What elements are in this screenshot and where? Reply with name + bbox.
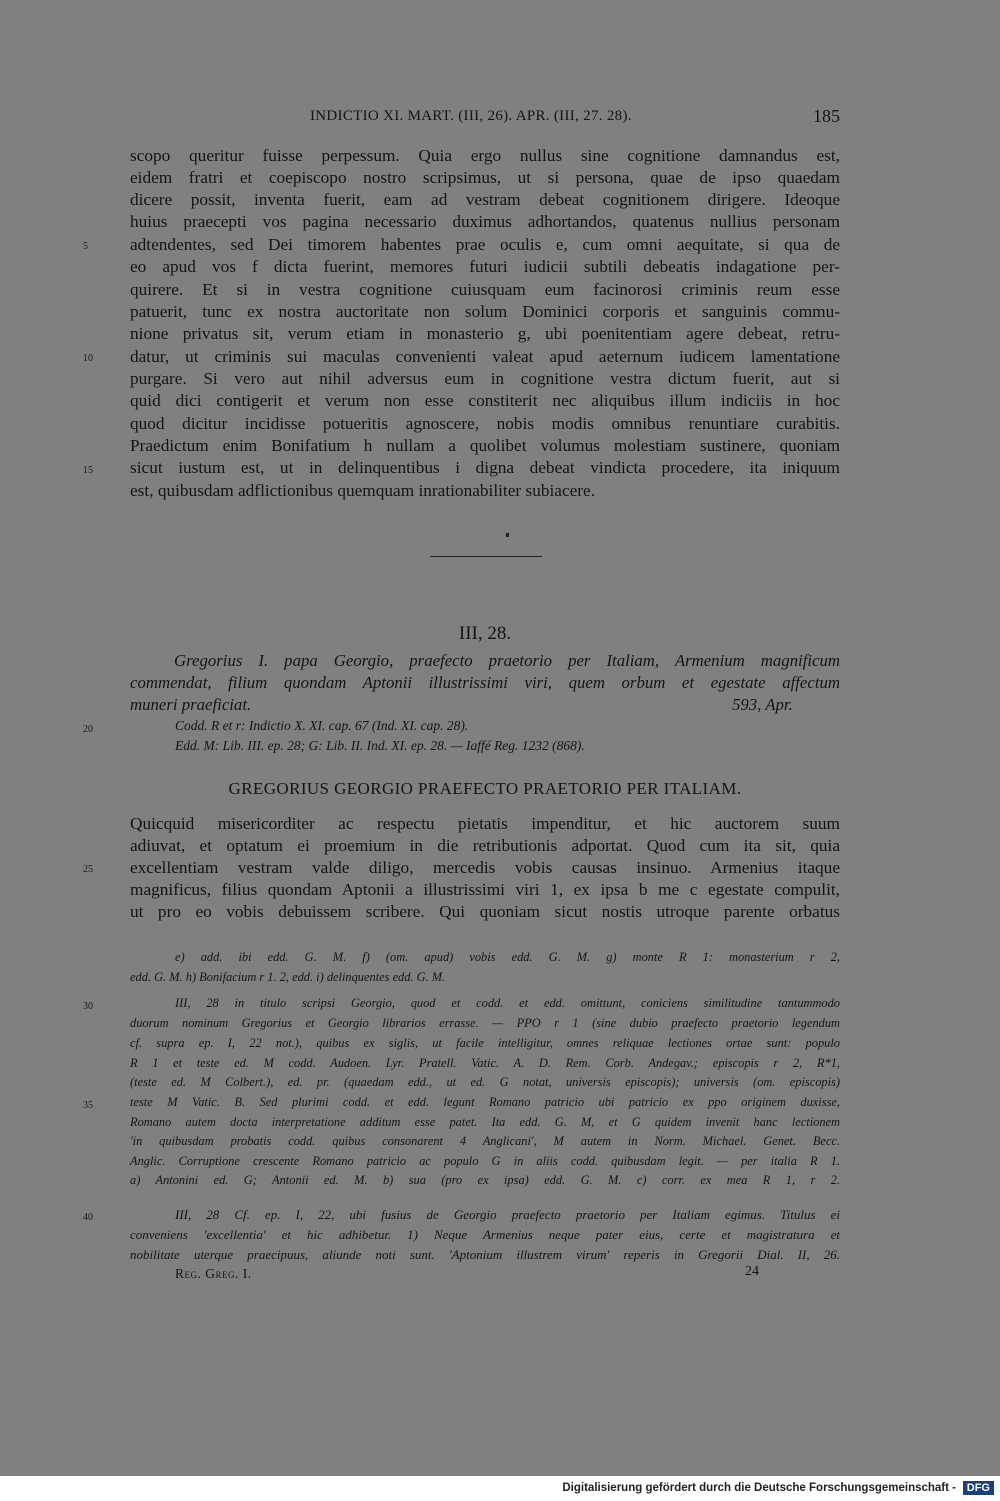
text-line: eo apud vos f dicta fuerint, memores futuri iudicii subtili debeatis indagatione per- [130,257,840,276]
apparatus-line: e) add. ibi edd. G. M. f) (om. apud) vobis edd. G. M. g) monte R 1: monasterium r 2, [175,950,840,964]
text-line: huius praecepti vos pagina necessario duximus adhortandos, quatenus nullius personam [130,212,840,231]
line-number: 5 [83,241,88,252]
section-divider [430,556,542,557]
divider-dot [506,533,509,537]
letter-address: GREGORIUS GEORGIO PRAEFECTO PRAETORIO PER ITALIAM. [228,779,742,798]
summary-line: commendat, filium quondam Aptonii illustrissimi viri, quem orbum et egestate affectum [130,673,840,692]
letter-date: 593, Apr. [732,695,793,714]
apparatus-line: R 1 et teste ed. M codd. Audoen. Lyr. Pratell. Vatic. A. D. Rem. Corb. Andegav.; episcopis r 2, R*1, [130,1056,840,1070]
signature-left: Reg. Greg. I. [175,1266,252,1281]
codd-note: Codd. R et r: Indictio X. XI. cap. 67 (Ind. XI. cap. 28). [175,718,469,733]
line-number: 25 [83,864,93,875]
note-line: III, 28 Cf. ep. I, 22, ubi fusius de Georgio praefecto praetorio per Italiam egimus. Titulus ei [175,1207,840,1222]
text-line: excellentiam vestram valde diligo, mercedis vobis causas insinuo. Armenius itaque [130,858,840,877]
text-line: quid dici contigerit et verum non esse constiterit nec aliquibus illum indiciis in hoc [130,391,840,410]
text-line: scopo queritur fuisse perpessum. Quia ergo nullus sine cognitione damnandus est, [130,146,840,165]
note-line: nobilitate uterque praecipuus, aliunde noti sunt. 'Aptonium illustrem virum' reperis in Gregorii Dial. II, 26. [130,1247,840,1262]
running-header [130,108,840,130]
apparatus-line: 'in quibusdam probatis codd. quibus consonarent 4 Anglicani', M autem in Norm. Michael. Genet. Becc. [130,1134,840,1148]
apparatus-line: teste M Vatic. B. Sed plurimi codd. et edd. legunt Romano patricio ubi patricio ex ppo originem duxisse, [130,1095,840,1109]
text-line: Quicquid misericorditer ac respectu pietatis impenditur, et hic auctorem suum [130,814,840,833]
summary-line: Gregorius I. papa Georgio, praefecto praetorio per Italiam, Armenium magnificum [174,651,840,670]
line-number: 15 [83,465,93,476]
apparatus-line: III, 28 in titulo scripsi Georgio, quod et codd. et edd. omittunt, coniciens similitudine tantummodo [175,996,840,1010]
line-number: 10 [83,353,93,364]
apparatus-line: edd. G. M. h) Bonifacium r 1. 2, edd. i) delinquentes edd. G. M. [130,970,446,984]
text-line: eidem fratri et coepiscopo nostro scripsimus, ut si persona, quae de ipso quaedam [130,168,840,187]
line-number: 30 [83,1001,93,1012]
text-line: patuerit, tunc ex nostra auctoritate non solum Dominici corporis et sanguinis commu- [130,302,840,321]
apparatus-line: Romano autem docta interpretatione additum esse patet. Ita edd. G. M, et G quidem invenit hanc lectionem [130,1115,840,1129]
text-line: est, quibusdam adflictionibus quemquam inrationabiliter subiacere. [130,481,596,500]
apparatus-line: duorum nominum Gregorius et Georgio librarios errasse. — PPO r 1 (sine dubio praefecto praetorio legendum [130,1016,840,1030]
line-number: 20 [83,724,93,735]
line-number: 40 [83,1212,93,1223]
text-line: purgare. Si vero aut nihil adversus eum in cognitione vestra dictum fuerit, aut si [130,369,840,388]
running-title: INDICTIO XI. MART. (III, 26). APR. (III, 27. 28). [310,108,632,124]
text-line: quirere. Et si in vestra cognitione cuiusquam eum facinorosi criminis reum esse [130,280,840,299]
text-line: datur, ut criminis sui maculas convenienti valeat apud aeternum iudicem lamentatione [130,347,840,366]
line-number: 35 [83,1100,93,1111]
summary-line: muneri praeficiat. [130,695,252,714]
text-line: nione privatus sit, verum etiam in monasterio g, ubi poenitentiam agere debeat, retru- [130,324,840,343]
text-line: quod dicitur incidisse potueritis agnoscere, nobis modis omnibus renuntiare curabitis. [130,414,840,433]
edd-note: Edd. M: Lib. III. ep. 28; G: Lib. II. Ind. XI. ep. 28. — Iaffé Reg. 1232 (868). [175,738,585,753]
text-line: adtendentes, sed Dei timorem habentes prae oculis e, cum omni aequitate, si qua de [130,235,840,254]
page-number: 185 [813,106,840,126]
text-line: ut pro eo vobis debuissem scribere. Qui quoniam sicut nostis utroque parente orbatus [130,902,840,921]
apparatus-line: (teste ed. M Colbert.), ed. pr. (quaedam edd., ut ed. G notat, universis episcopis); universis (om. episcopis) [130,1075,840,1089]
text-line: Praedictum enim Bonifatium h nullam a quolibet volumus molestiam sustinere, quoniam [130,436,840,455]
letter-number: III, 28. [458,623,512,644]
text-line: dicere possit, inventa fuerit, eam ad vestram debeat cognitionem dirigere. Ideoque [130,190,840,209]
text-line: sicut iustum est, ut in delinquentibus i digna debeat vindicta procedere, ita iniquum [130,458,840,477]
text-line: magnificus, filius quondam Aptonii a illustrissimi viri 1, ex ipsa b me c egestate compulit, [130,880,840,899]
note-line: conveniens 'excellentia' et hic adhibetur. 1) Neque Armenius neque pater eius, certe et magistratura et [130,1227,840,1242]
footer-banner-text: Digitalisierung gefördert durch die Deutsche Forschungsgemeinschaft - [562,1482,956,1494]
apparatus-line: a) Antonini ed. G; Antonii ed. M. b) sua (pro ex ipsa) edd. G. M. c) corr. ex mea R 1, r 2. [130,1173,840,1187]
dfg-logo: DFG [963,1481,994,1495]
footer-banner [0,1476,1000,1501]
text-line: adiuvat, et optatum ei proemium in die retributionis adportat. Quod cum ita sit, quia [130,836,840,855]
apparatus-line: Anglic. Corruptione crescente Romano patricio ac populo G in aliis codd. quibusdam legit. — per italia R 1. [130,1154,840,1168]
signature-right: 24 [745,1264,759,1279]
apparatus-line: cf. supra ep. I, 22 not.), quibus ex siglis, ut facile intelligitur, omnes reliquae lectiones ortae sunt: populo [130,1036,840,1050]
